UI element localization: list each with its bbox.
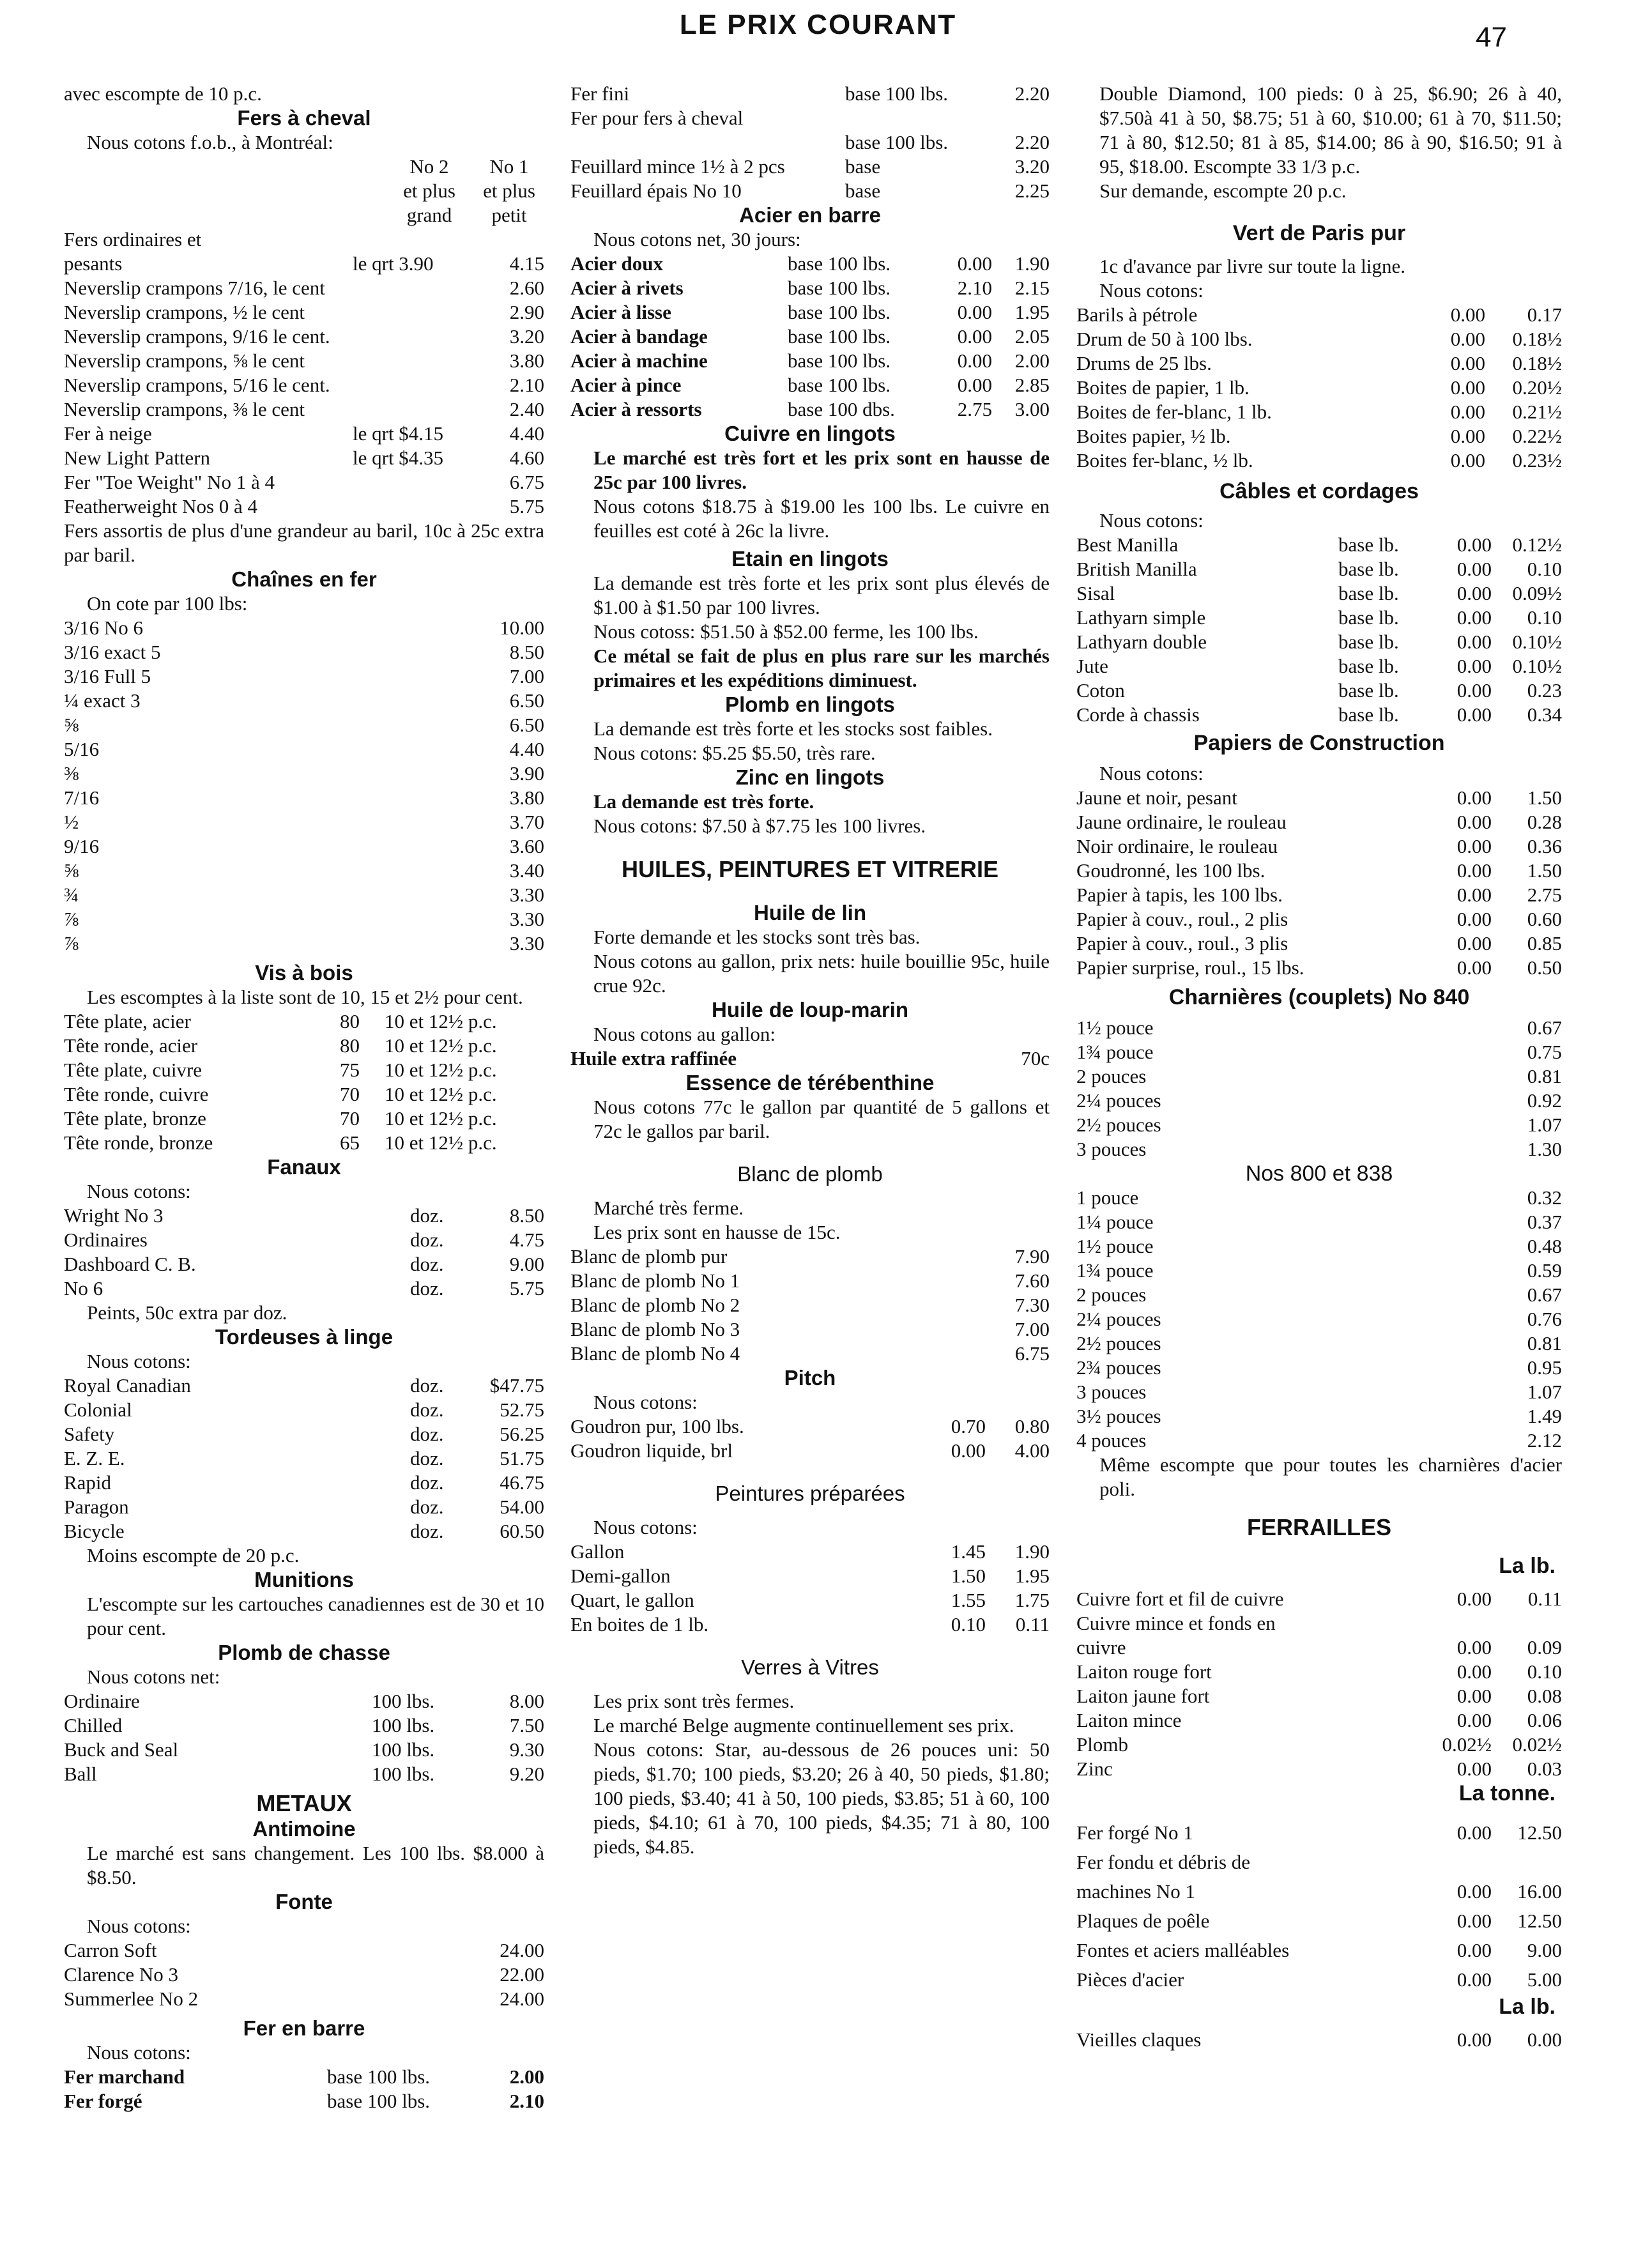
unit-label: La lb.	[1499, 1995, 1556, 2019]
price-row: Fontes et aciers malléables 0.00 9.00	[1076, 1939, 1562, 1961]
price-row: 2½ pouces 0.81	[1076, 1332, 1562, 1354]
section-text: Ce métal se fait de plus en plus rare sur les marchés primaires et les expéditions diminuest.	[593, 645, 1050, 691]
section-title: Huile de loup-marin	[711, 998, 909, 1022]
price-row: 2 pouces 0.81	[1076, 1065, 1562, 1087]
price-row: Demi-gallon 1.50 1.95	[570, 1565, 1050, 1587]
price-row: Wright No 3 doz. 8.50	[64, 1204, 544, 1227]
price-row: Feuillard mince 1½ à 2 pcs base 3.20	[570, 155, 1050, 178]
price-row: Ordinaires doz. 4.75	[64, 1229, 544, 1251]
price-row: Acier à lisse base 100 lbs. 0.00 1.95	[570, 301, 1050, 323]
price-row: Ordinaire 100 lbs. 8.00	[64, 1690, 544, 1712]
price-row: 3½ pouces 1.49	[1076, 1405, 1562, 1427]
section-note: Nous cotons net:	[87, 1666, 220, 1688]
price-row: Neverslip crampons, ⅜ le cent 2.40	[64, 398, 544, 420]
price-row: Pièces d'acier 0.00 5.00	[1076, 1968, 1562, 1991]
price-row: E. Z. E. doz. 51.75	[64, 1447, 544, 1469]
price-row: 2¼ pouces 0.76	[1076, 1308, 1562, 1330]
section-title: Tordeuses à linge	[215, 1325, 394, 1349]
section-text: Double Diamond, 100 pieds: 0 à 25, $6.90; 26 à 40, $7.50à 41 à 50, $8.75; 51 à 60, $10.00; 61 à 70, $11.50; 71 à 80, $12.50; 81 à 85, $14.00; 86 à 90, $16.50; 91 à 95, $18.00. Escompte 33 1/3 p.c.	[1099, 82, 1562, 178]
major-section-title: FERRAILLES	[1246, 1514, 1391, 1540]
section-text: 1c d'avance par livre sur toute la ligne.	[1099, 255, 1406, 277]
unit-label: La tonne.	[1458, 1781, 1556, 1805]
section-title: Antimoine	[252, 1817, 356, 1841]
section-title: Verres à Vitres	[741, 1655, 879, 1679]
section-footnote: Fers assortis de plus d'une grandeur au baril, 10c à 25c extra par baril.	[64, 519, 544, 566]
price-row: Lathyarn simple base lb. 0.00 0.10	[1076, 606, 1562, 629]
price-row: Fers ordinaires et	[64, 228, 202, 250]
price-row: Blanc de plomb No 3 7.00	[570, 1318, 1050, 1340]
price-row: Blanc de plomb No 2 7.30	[570, 1294, 1050, 1316]
price-row: Neverslip crampons, 9/16 le cent. 3.20	[64, 325, 544, 348]
column-header-row: No 2 No 1	[409, 155, 529, 178]
price-row: Laiton jaune fort 0.00 0.08	[1076, 1685, 1562, 1707]
price-row: Neverslip crampons, ⅝ le cent 3.80	[64, 349, 544, 372]
price-row: Neverslip crampons, ½ le cent 2.90	[64, 301, 544, 323]
price-row: Corde à chassis base lb. 0.00 0.34	[1076, 703, 1562, 726]
price-row: Laiton rouge fort 0.00 0.10	[1076, 1660, 1562, 1683]
section-note: Nous cotons:	[87, 1915, 191, 1937]
price-row: Fer forgé base 100 lbs. 2.10	[64, 2090, 544, 2112]
intro-line: avec escompte de 10 p.c.	[64, 82, 262, 105]
price-row: ¼ exact 3 6.50	[64, 689, 544, 712]
price-row: 9/16 3.60	[64, 835, 544, 857]
price-row: Blanc de plomb pur 7.90	[570, 1245, 1050, 1268]
section-title: Fonte	[275, 1890, 333, 1913]
section-title: Cuivre en lingots	[724, 422, 896, 445]
price-row: Papier à couv., roul., 3 plis 0.00 0.85	[1076, 932, 1562, 954]
price-row: Lathyarn double base lb. 0.00 0.10½	[1076, 631, 1562, 653]
section-note: Nous cotons net, 30 jours:	[593, 228, 801, 250]
section-note: Nous cotons:	[1099, 279, 1204, 302]
section-title: Vert de Paris pur	[1232, 221, 1406, 245]
price-row: Vieilles claques 0.00 0.00	[1076, 2028, 1562, 2051]
column-right	[1076, 82, 1562, 2052]
price-row: Noir ordinaire, le rouleau 0.00 0.36	[1076, 835, 1562, 857]
price-row: Plomb 0.02½ 0.02½	[1076, 1733, 1562, 1756]
section-note: Nous cotons:	[87, 1180, 191, 1202]
price-row: Zinc 0.00 0.03	[1076, 1758, 1562, 1780]
price-row: Papier à tapis, les 100 lbs. 0.00 2.75	[1076, 884, 1562, 906]
major-section-title: METAUX	[256, 1790, 352, 1816]
price-row: Coton base lb. 0.00 0.23	[1076, 679, 1562, 701]
price-row: 2¾ pouces 0.95	[1076, 1356, 1562, 1379]
column-left	[64, 82, 544, 2113]
price-row: Safety doz. 56.25	[64, 1423, 544, 1445]
price-row: 3/16 exact 5 8.50	[64, 641, 544, 663]
price-row: Paragon doz. 54.00	[64, 1496, 544, 1518]
price-row: Huile extra raffinée 70c	[570, 1047, 1050, 1069]
price-row: Dashboard C. B. doz. 9.00	[64, 1253, 544, 1275]
section-title: Vis à bois	[255, 961, 353, 985]
price-row: Summerlee No 2 24.00	[64, 1988, 544, 2010]
price-row: Laiton mince 0.00 0.06	[1076, 1709, 1562, 1731]
section-note: Les escomptes à la liste sont de 10, 15 et 2½ pour cent.	[87, 986, 523, 1008]
section-text: Forte demande et les stocks sont très bas.	[593, 926, 921, 948]
price-row: ⅝ 6.50	[64, 714, 544, 736]
section-text: Le marché est sans changement. Les 100 lbs. $8.000 à $8.50.	[87, 1842, 544, 1889]
section-text: Les prix sont très fermes.	[593, 1690, 795, 1712]
price-row: 3 pouces 1.30	[1076, 1138, 1562, 1160]
price-row: Boites de papier, 1 lb. 0.00 0.20½	[1076, 376, 1562, 399]
price-row: Barils à pétrole 0.00 0.17	[1076, 303, 1562, 326]
price-row: Jaune et noir, pesant 0.00 1.50	[1076, 786, 1562, 809]
price-row: Colonial doz. 52.75	[64, 1398, 544, 1421]
section-text: La demande est très forte.	[593, 790, 814, 813]
section-footnote: Moins escompte de 20 p.c.	[87, 1544, 300, 1567]
section-text: Nous cotons: $7.50 à $7.75 les 100 livres.	[593, 815, 926, 837]
section-title: Plomb en lingots	[725, 693, 895, 716]
price-row: Acier à ressorts base 100 dbs. 2.75 3.00	[570, 398, 1050, 420]
section-note: Nous cotons:	[1099, 509, 1204, 532]
section-text: Nous cotons $18.75 à $19.00 les 100 lbs. Le cuivre en feuilles est coté à 26c la livre.	[593, 495, 1050, 542]
page-number: 47	[1476, 22, 1507, 53]
price-row: Drum de 50 à 100 lbs. 0.00 0.18½	[1076, 328, 1562, 350]
price-row: 1¾ pouce 0.75	[1076, 1041, 1562, 1063]
price-row: Jute base lb. 0.00 0.10½	[1076, 655, 1562, 677]
column-middle	[570, 82, 1050, 1859]
section-title: Chaînes en fer	[231, 567, 377, 591]
price-row: ¾ 3.30	[64, 884, 544, 906]
price-row: 2 pouces 0.67	[1076, 1283, 1562, 1306]
section-note: Nous cotons:	[87, 1350, 191, 1372]
section-title: Acier en barre	[739, 203, 881, 227]
price-row: base 100 lbs. 2.20	[845, 131, 1050, 153]
price-row: Carron Soft 24.00	[64, 1939, 544, 1961]
section-title: Peintures préparées	[715, 1482, 905, 1505]
section-text: Nous cotons: $5.25 $5.50, très rare.	[593, 742, 876, 764]
price-row: Goudron liquide, brl 0.00 4.00	[570, 1439, 1050, 1462]
price-row: machines No 1 0.00 16.00	[1076, 1880, 1562, 1903]
page-title: LE PRIX COURANT	[679, 9, 957, 40]
price-row: Papier à couv., roul., 2 plis 0.00 0.60	[1076, 908, 1562, 930]
price-row: Goudron pur, 100 lbs. 0.70 0.80	[570, 1415, 1050, 1437]
section-text: Nous cotons 77c le gallon par quantité de 5 gallons et 72c le gallos par baril.	[593, 1096, 1050, 1142]
price-row: Clarence No 3 22.00	[64, 1963, 544, 1986]
price-row: 2½ pouces 1.07	[1076, 1114, 1562, 1136]
price-row: Fer pour fers à cheval	[570, 107, 744, 129]
price-row: Featherweight Nos 0 à 4 5.75	[64, 495, 544, 517]
price-row: Tête plate, acier 80 10 et 12½ p.c.	[64, 1010, 497, 1032]
section-text: Marché très ferme.	[593, 1197, 744, 1219]
section-note: Nous cotons f.o.b., à Montréal:	[87, 131, 333, 153]
price-row: Cuivre mince et fonds en	[1076, 1612, 1276, 1634]
section-title: Charnières (couplets) No 840	[1168, 985, 1470, 1009]
price-row: Boites papier, ½ lb. 0.00 0.22½	[1076, 425, 1562, 447]
section-title: Fanaux	[267, 1155, 341, 1179]
price-row: 4 pouces 2.12	[1076, 1429, 1562, 1452]
price-row: cuivre 0.00 0.09	[1076, 1636, 1562, 1659]
section-title: Zinc en lingots	[735, 765, 885, 789]
section-text: Le marché est très fort et les prix sont en hausse de 25c par 100 livres.	[593, 447, 1050, 493]
price-row: ⅞ 3.30	[64, 908, 544, 930]
price-row: Acier à pince base 100 lbs. 0.00 2.85	[570, 374, 1050, 396]
price-row: Boites de fer-blanc, 1 lb. 0.00 0.21½	[1076, 401, 1562, 423]
price-row: Ball 100 lbs. 9.20	[64, 1763, 544, 1785]
price-row: Gallon 1.45 1.90	[570, 1540, 1050, 1563]
price-row: Fer fini base 100 lbs. 2.20	[570, 82, 1050, 105]
price-row: 1¾ pouce 0.59	[1076, 1259, 1562, 1282]
section-title: Essence de térébenthine	[685, 1071, 935, 1094]
price-row: 3/16 Full 5 7.00	[64, 665, 544, 687]
section-text: Les prix sont en hausse de 15c.	[593, 1221, 841, 1243]
section-note: Nous cotons:	[593, 1516, 698, 1538]
price-row: 1¼ pouce 0.37	[1076, 1211, 1562, 1233]
price-row: Tête plate, bronze 70 10 et 12½ p.c.	[64, 1107, 497, 1130]
price-row: Fer à neige le qrt $4.15 4.40	[64, 422, 544, 445]
price-row: New Light Pattern le qrt $4.35 4.60	[64, 447, 544, 469]
price-row: Best Manilla base lb. 0.00 0.12½	[1076, 533, 1562, 556]
price-row: Boites fer-blanc, ½ lb. 0.00 0.23½	[1076, 449, 1562, 471]
section-title: Câbles et cordages	[1219, 479, 1419, 503]
section-note: Nous cotons au gallon:	[593, 1023, 776, 1045]
column-header-row: et plus et plus	[403, 180, 535, 202]
price-row: Drums de 25 lbs. 0.00 0.18½	[1076, 352, 1562, 374]
price-row: 1½ pouce 0.67	[1076, 1016, 1562, 1039]
price-row: Tête plate, cuivre 75 10 et 12½ p.c.	[64, 1059, 497, 1081]
price-row: ⅜ 3.90	[64, 762, 544, 785]
section-text: Nous cotons: Star, au-dessous de 26 pouces uni: 50 pieds, $1.70; 100 pieds, $3.20; 26 à 40, 50 pieds, $1.80; 100 pieds, $3.40; 41 à 50, 100 pieds, $3.85; 51 à 60, 100 pieds, $4.10; 61 à 70, 100 pieds, $4.35; 71 à 80, 100 pieds, $4.85.	[593, 1738, 1050, 1858]
price-row: Acier à bandage base 100 lbs. 0.00 2.05	[570, 325, 1050, 348]
section-text: La demande est très forte et les stocks sost faibles.	[593, 717, 993, 740]
price-row: Rapid doz. 46.75	[64, 1471, 544, 1494]
section-note: Nous cotons:	[593, 1391, 698, 1413]
price-row: 7/16 3.80	[64, 786, 544, 809]
price-row: Royal Canadian doz. $47.75	[64, 1374, 544, 1397]
section-subtitle: Nos 800 et 838	[1245, 1161, 1393, 1186]
price-row: Blanc de plomb No 1 7.60	[570, 1269, 1050, 1292]
price-row: pesants le qrt 3.90 4.15	[64, 252, 544, 275]
price-row: Quart, le gallon 1.55 1.75	[570, 1589, 1050, 1611]
section-title: Papiers de Construction	[1193, 731, 1445, 755]
price-row: Blanc de plomb No 4 6.75	[570, 1342, 1050, 1365]
unit-label: La lb.	[1499, 1554, 1556, 1578]
price-row: 2¼ pouces 0.92	[1076, 1089, 1562, 1112]
section-text: L'escompte sur les cartouches canadiennes est de 30 et 10 pour cent.	[87, 1593, 544, 1639]
section-title: Huile de lin	[753, 901, 867, 924]
price-row: En boites de 1 lb. 0.10 0.11	[570, 1613, 1050, 1636]
price-row: Neverslip crampons, 5/16 le cent. 2.10	[64, 374, 544, 396]
price-row: ⅝ 3.40	[64, 859, 544, 882]
section-title: Fer en barre	[243, 2016, 365, 2040]
price-row: 5/16 4.40	[64, 738, 544, 760]
section-text: Nous cotons au gallon, prix nets: huile bouillie 95c, huile crue 92c.	[593, 950, 1050, 997]
section-text: Nous cotoss: $51.50 à $52.00 ferme, les 100 lbs.	[593, 620, 979, 643]
price-row: ⅞ 3.30	[64, 932, 544, 954]
section-title: Etain en lingots	[731, 547, 889, 571]
price-row: Cuivre fort et fil de cuivre 0.00 0.11	[1076, 1588, 1562, 1610]
price-row: Acier à rivets base 100 lbs. 2.10 2.15	[570, 277, 1050, 299]
section-title: Munitions	[254, 1568, 354, 1591]
price-row: Feuillard épais No 10 base 2.25	[570, 180, 1050, 202]
price-row: Fer fondu et débris de	[1076, 1851, 1251, 1873]
section-title: Blanc de plomb	[737, 1162, 883, 1186]
price-row: Chilled 100 lbs. 7.50	[64, 1714, 544, 1736]
price-row: Acier à machine base 100 lbs. 0.00 2.00	[570, 349, 1050, 372]
price-row: Acier doux base 100 lbs. 0.00 1.90	[570, 252, 1050, 275]
price-row: Neverslip crampons 7/16, le cent 2.60	[64, 277, 544, 299]
price-row: 3/16 No 6 10.00	[64, 617, 544, 639]
section-note: Nous cotons:	[87, 2041, 191, 2064]
section-title: Plomb de chasse	[218, 1641, 390, 1664]
section-footnote: Peints, 50c extra par doz.	[87, 1301, 287, 1324]
price-row: Papier surprise, roul., 15 lbs. 0.00 0.50	[1076, 956, 1562, 979]
section-title: Pitch	[784, 1366, 836, 1390]
price-row: Sisal base lb. 0.00 0.09½	[1076, 582, 1562, 604]
section-text: Même escompte que pour toutes les charnières d'acier poli.	[1099, 1453, 1562, 1500]
price-row: Plaques de poêle 0.00 12.50	[1076, 1910, 1562, 1932]
price-row: Fer "Toe Weight" No 1 à 4 6.75	[64, 471, 544, 493]
price-row: No 6 doz. 5.75	[64, 1277, 544, 1299]
price-row: British Manilla base lb. 0.00 0.10	[1076, 558, 1562, 580]
section-text: Le marché Belge augmente continuellement ses prix.	[593, 1714, 1014, 1736]
section-note: On cote par 100 lbs:	[87, 592, 248, 615]
price-row: 3 pouces 1.07	[1076, 1381, 1562, 1403]
price-row: Fer forgé No 1 0.00 12.50	[1076, 1821, 1562, 1844]
section-text: Sur demande, escompte 20 p.c.	[1099, 180, 1347, 202]
price-row: Tête ronde, bronze 65 10 et 12½ p.c.	[64, 1131, 497, 1154]
price-row: 1½ pouce 0.48	[1076, 1235, 1562, 1257]
column-header-row: grand petit	[406, 204, 527, 226]
section-text: La demande est très forte et les prix sont plus élevés de $1.00 à $1.50 par 100 livres.	[593, 572, 1050, 618]
price-row: ½ 3.70	[64, 811, 544, 833]
price-row: Bicycle doz. 60.50	[64, 1520, 544, 1542]
price-row: 1 pouce 0.32	[1076, 1186, 1562, 1209]
price-row: Jaune ordinaire, le rouleau 0.00 0.28	[1076, 811, 1562, 833]
price-row: Buck and Seal 100 lbs. 9.30	[64, 1738, 544, 1761]
major-section-title: HUILES, PEINTURES ET VITRERIE	[621, 856, 999, 882]
section-note: Nous cotons:	[1099, 762, 1204, 785]
price-row: Goudronné, les 100 lbs. 0.00 1.50	[1076, 859, 1562, 882]
price-row: Tête ronde, cuivre 70 10 et 12½ p.c.	[64, 1083, 497, 1105]
price-row: Fer marchand base 100 lbs. 2.00	[64, 2065, 544, 2088]
price-row: Tête ronde, acier 80 10 et 12½ p.c.	[64, 1034, 497, 1057]
section-title: Fers à cheval	[237, 106, 371, 130]
